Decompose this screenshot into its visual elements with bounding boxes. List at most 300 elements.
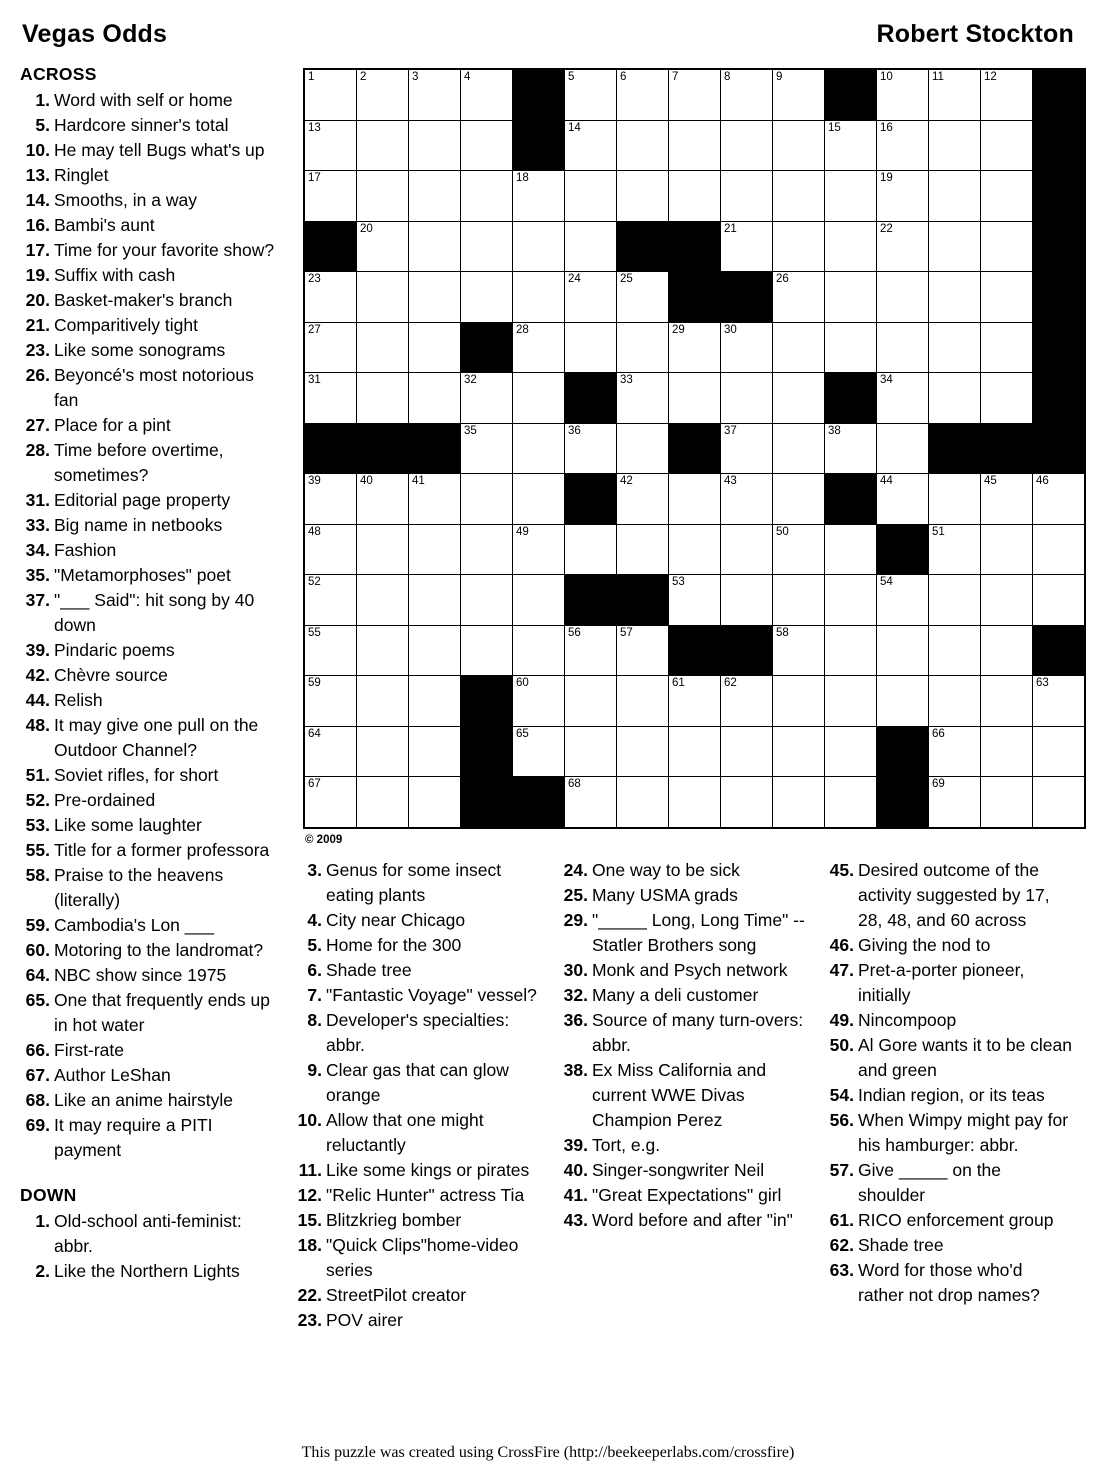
grid-block-cell (617, 221, 669, 272)
grid-cell[interactable] (513, 423, 565, 474)
grid-cell[interactable] (773, 272, 825, 323)
clue-number: 59. (25, 915, 50, 935)
grid-cell[interactable] (461, 625, 513, 676)
clue-number: 45. (829, 860, 854, 880)
grid-cell[interactable] (669, 575, 721, 626)
grid-cell[interactable] (669, 120, 721, 171)
grid-cell[interactable] (357, 575, 409, 626)
grid-cell-number: 66 (932, 727, 945, 740)
grid-cell[interactable] (1033, 726, 1086, 777)
grid-cell[interactable] (409, 69, 461, 120)
grid-cell[interactable] (877, 171, 929, 222)
grid-cell[interactable] (877, 474, 929, 525)
grid-cell[interactable] (929, 373, 981, 424)
grid-cell[interactable] (461, 524, 513, 575)
clue-number: 17. (25, 240, 50, 260)
grid-cell[interactable] (304, 777, 357, 828)
clue-item (824, 1033, 1072, 1083)
grid-cell[interactable] (565, 676, 617, 727)
clue-item (20, 1038, 282, 1063)
grid-cell[interactable] (773, 322, 825, 373)
clue-text: Suffix with cash (54, 265, 176, 285)
grid-cell[interactable] (357, 272, 409, 323)
clue-number: 46. (829, 935, 854, 955)
grid-cell-number: 56 (568, 626, 581, 639)
clue-item (20, 288, 282, 313)
page-header (22, 20, 1074, 56)
grid-cell[interactable] (461, 575, 513, 626)
grid-cell[interactable] (617, 726, 669, 777)
grid-cell[interactable] (825, 423, 877, 474)
grid-cell[interactable] (409, 625, 461, 676)
clue-text: City near Chicago (326, 910, 466, 930)
grid-block-cell (669, 272, 721, 323)
clue-number: 4. (307, 910, 322, 930)
grid-block-cell (929, 423, 981, 474)
grid-cell[interactable] (721, 524, 773, 575)
clue-item (558, 1058, 806, 1133)
grid-cell[interactable] (617, 171, 669, 222)
grid-cell[interactable] (304, 575, 357, 626)
grid-cell[interactable] (357, 524, 409, 575)
clue-text: Motoring to the landromat? (54, 940, 264, 960)
grid-cell[interactable] (773, 777, 825, 828)
grid-block-cell (877, 524, 929, 575)
clue-item (20, 313, 282, 338)
grid-cell[interactable] (565, 625, 617, 676)
grid-cell-number: 30 (724, 323, 737, 336)
grid-cell[interactable] (929, 777, 981, 828)
grid-cell[interactable] (929, 726, 981, 777)
clue-text: "Metamorphoses" poet (54, 565, 231, 585)
clue-text: Like some kings or pirates (326, 1160, 530, 1180)
clue-text: Beyoncé's most notorious fan (54, 365, 254, 410)
grid-cell[interactable] (357, 726, 409, 777)
clue-text: POV airer (326, 1310, 403, 1330)
grid-cell[interactable] (981, 474, 1033, 525)
grid-cell[interactable] (409, 777, 461, 828)
clue-item (824, 1208, 1072, 1233)
grid-cell[interactable] (877, 575, 929, 626)
grid-cell[interactable] (877, 69, 929, 120)
clue-text: Comparitively tight (54, 315, 198, 335)
clue-text: Editorial page property (54, 490, 231, 510)
grid-cell[interactable] (669, 171, 721, 222)
grid-cell[interactable] (825, 777, 877, 828)
grid-cell[interactable] (877, 120, 929, 171)
clue-text: Smooths, in a way (54, 190, 197, 210)
grid-cell-number: 65 (516, 727, 529, 740)
grid-cell[interactable] (409, 322, 461, 373)
clue-number: 24. (563, 860, 588, 880)
down-clue-column-3 (824, 858, 1072, 1333)
grid-block-cell (1033, 69, 1086, 120)
clue-item (20, 813, 282, 838)
grid-cell[interactable] (617, 120, 669, 171)
grid-cell[interactable] (825, 676, 877, 727)
grid-cell[interactable] (669, 676, 721, 727)
grid-cell[interactable] (929, 625, 981, 676)
grid-cell[interactable] (513, 474, 565, 525)
grid-cell[interactable] (409, 676, 461, 727)
clue-item (20, 663, 282, 688)
grid-cell[interactable] (513, 221, 565, 272)
grid-cell-number: 28 (516, 323, 529, 336)
clue-item (292, 983, 540, 1008)
grid-cell[interactable] (929, 272, 981, 323)
grid-cell[interactable] (929, 676, 981, 727)
grid-cell[interactable] (513, 524, 565, 575)
grid-cell[interactable] (565, 524, 617, 575)
grid-cell[interactable] (617, 69, 669, 120)
clue-number: 51. (25, 765, 50, 785)
grid-cell[interactable] (461, 474, 513, 525)
grid-cell[interactable] (357, 676, 409, 727)
grid-row (304, 272, 1085, 323)
clue-text: Place for a pint (54, 415, 171, 435)
grid-cell[interactable] (565, 171, 617, 222)
grid-cell[interactable] (357, 373, 409, 424)
grid-block-cell (304, 221, 357, 272)
grid-cell[interactable] (929, 120, 981, 171)
grid-cell[interactable] (669, 322, 721, 373)
grid-cell[interactable] (929, 221, 981, 272)
grid-cell[interactable] (409, 524, 461, 575)
grid-cell[interactable] (773, 373, 825, 424)
grid-cell[interactable] (721, 373, 773, 424)
grid-cell[interactable] (773, 676, 825, 727)
grid-cell[interactable] (565, 272, 617, 323)
grid-cell[interactable] (461, 272, 513, 323)
clue-item (20, 1088, 282, 1113)
grid-cell[interactable] (357, 322, 409, 373)
grid-cell[interactable] (357, 120, 409, 171)
grid-cell-number: 20 (360, 222, 373, 235)
grid-cell[interactable] (1033, 676, 1086, 727)
grid-cell[interactable] (721, 120, 773, 171)
clue-text: "_____ Long, Long Time" -- Statler Brothers song (592, 910, 805, 955)
clue-text: Giving the nod to (858, 935, 991, 955)
grid-cell-number: 51 (932, 525, 945, 538)
grid-cell[interactable] (409, 474, 461, 525)
grid-cell[interactable] (721, 221, 773, 272)
grid-cell[interactable] (825, 171, 877, 222)
grid-cell[interactable] (513, 676, 565, 727)
grid-cell[interactable] (981, 575, 1033, 626)
grid-cell[interactable] (617, 524, 669, 575)
clue-item (824, 1158, 1072, 1208)
grid-cell-number: 52 (308, 576, 321, 588)
grid-cell[interactable] (773, 423, 825, 474)
grid-cell[interactable] (565, 777, 617, 828)
grid-cell[interactable] (357, 625, 409, 676)
clue-text: Ex Miss California and current WWE Divas Champion Perez (592, 1060, 767, 1130)
grid-cell[interactable] (617, 676, 669, 727)
grid-cell[interactable] (877, 423, 929, 474)
grid-cell[interactable] (304, 322, 357, 373)
grid-cell[interactable] (1033, 524, 1086, 575)
grid-cell[interactable] (1033, 777, 1086, 828)
grid-cell[interactable] (304, 474, 357, 525)
grid-cell[interactable] (669, 777, 721, 828)
clue-text: "___ Said": hit song by 40 down (54, 590, 255, 635)
grid-cell[interactable] (825, 322, 877, 373)
clue-number: 14. (25, 190, 50, 210)
grid-cell[interactable] (617, 373, 669, 424)
grid-cell[interactable] (981, 625, 1033, 676)
down-clue-columns (292, 858, 1074, 1333)
grid-cell[interactable] (304, 69, 357, 120)
clue-item (20, 838, 282, 863)
clue-item (20, 863, 282, 913)
grid-block-cell (304, 423, 357, 474)
grid-cell-number: 17 (308, 172, 321, 184)
grid-cell[interactable] (929, 322, 981, 373)
grid-cell[interactable] (461, 373, 513, 424)
down-clue-list-start (20, 1209, 282, 1284)
grid-cell[interactable] (981, 524, 1033, 575)
clue-item (20, 488, 282, 513)
grid-cell[interactable] (981, 322, 1033, 373)
clue-text: It may require a PITI payment (54, 1115, 213, 1160)
clue-text: Shade tree (326, 960, 412, 980)
grid-cell[interactable] (565, 120, 617, 171)
grid-cell[interactable] (565, 423, 617, 474)
grid-cell-number: 9 (776, 71, 783, 83)
grid-cell[interactable] (461, 423, 513, 474)
clue-number: 25. (563, 885, 588, 905)
grid-cell[interactable] (357, 69, 409, 120)
across-clue-column (20, 64, 282, 1284)
clue-text: Big name in netbooks (54, 515, 223, 535)
clue-text: Title for a former professora (54, 840, 270, 860)
grid-cell-number: 64 (308, 727, 321, 740)
grid-block-cell (825, 373, 877, 424)
grid-cell[interactable] (721, 676, 773, 727)
grid-cell[interactable] (877, 373, 929, 424)
clue-item (20, 413, 282, 438)
grid-cell[interactable] (773, 120, 825, 171)
clue-item (20, 538, 282, 563)
grid-cell[interactable] (304, 625, 357, 676)
grid-cell[interactable] (929, 474, 981, 525)
grid-table[interactable] (303, 68, 1086, 829)
grid-cell[interactable] (513, 272, 565, 323)
grid-cell[interactable] (877, 625, 929, 676)
grid-cell[interactable] (721, 171, 773, 222)
grid-cell[interactable] (773, 524, 825, 575)
grid-cell[interactable] (304, 524, 357, 575)
grid-cell[interactable] (304, 272, 357, 323)
clue-item (20, 913, 282, 938)
grid-cell[interactable] (825, 625, 877, 676)
grid-cell[interactable] (1033, 474, 1086, 525)
clue-text: RICO enforcement group (858, 1210, 1054, 1230)
grid-cell[interactable] (981, 373, 1033, 424)
clue-number: 62. (829, 1235, 854, 1255)
grid-cell[interactable] (721, 726, 773, 777)
grid-cell[interactable] (981, 676, 1033, 727)
clue-text: Clear gas that can glow orange (326, 1060, 509, 1105)
clue-item (292, 1308, 540, 1333)
grid-cell[interactable] (773, 625, 825, 676)
clue-text: Like some laughter (54, 815, 202, 835)
clue-item (292, 908, 540, 933)
grid-cell[interactable] (773, 474, 825, 525)
clue-number: 11. (298, 1160, 322, 1180)
clue-item (20, 113, 282, 138)
grid-cell[interactable] (773, 221, 825, 272)
grid-cell[interactable] (877, 272, 929, 323)
grid-cell[interactable] (929, 575, 981, 626)
clue-text: It may give one pull on the Outdoor Channel? (54, 715, 259, 760)
grid-cell[interactable] (565, 322, 617, 373)
clue-item (824, 958, 1072, 1008)
grid-cell[interactable] (721, 423, 773, 474)
grid-cell[interactable] (773, 575, 825, 626)
grid-cell[interactable] (981, 272, 1033, 323)
grid-cell[interactable] (929, 171, 981, 222)
grid-cell[interactable] (617, 322, 669, 373)
grid-cell[interactable] (825, 120, 877, 171)
grid-cell[interactable] (669, 474, 721, 525)
grid-cell[interactable] (773, 171, 825, 222)
grid-cell[interactable] (409, 575, 461, 626)
grid-cell[interactable] (513, 625, 565, 676)
grid-cell[interactable] (357, 221, 409, 272)
grid-cell[interactable] (669, 69, 721, 120)
grid-cell[interactable] (1033, 575, 1086, 626)
grid-cell[interactable] (981, 171, 1033, 222)
grid-block-cell (1033, 423, 1086, 474)
grid-cell[interactable] (513, 322, 565, 373)
footer-credit: This puzzle was created using CrossFire (http://beekeeperlabs.com/crossfire) (301, 1444, 795, 1461)
grid-cell[interactable] (513, 373, 565, 424)
clue-item (558, 1008, 806, 1058)
grid-cell[interactable] (409, 171, 461, 222)
clue-item (20, 138, 282, 163)
grid-cell[interactable] (357, 474, 409, 525)
grid-cell[interactable] (877, 322, 929, 373)
clue-text: StreetPilot creator (326, 1285, 467, 1305)
grid-cell[interactable] (357, 777, 409, 828)
clue-number: 48. (25, 715, 50, 735)
clue-number: 26. (25, 365, 50, 385)
grid-cell[interactable] (461, 221, 513, 272)
clue-item (20, 188, 282, 213)
grid-cell[interactable] (461, 171, 513, 222)
grid-cell[interactable] (357, 171, 409, 222)
grid-cell[interactable] (669, 373, 721, 424)
grid-cell[interactable] (773, 69, 825, 120)
grid-cell[interactable] (304, 373, 357, 424)
grid-cell[interactable] (825, 221, 877, 272)
grid-cell[interactable] (409, 373, 461, 424)
grid-cell[interactable] (825, 272, 877, 323)
grid-cell[interactable] (981, 221, 1033, 272)
clue-number: 31. (25, 490, 50, 510)
clue-item (20, 363, 282, 413)
grid-cell[interactable] (409, 221, 461, 272)
grid-cell-number: 41 (412, 475, 425, 487)
grid-cell[interactable] (461, 69, 513, 120)
grid-cell[interactable] (721, 777, 773, 828)
grid-cell[interactable] (721, 322, 773, 373)
grid-cell[interactable] (304, 726, 357, 777)
grid-cell[interactable] (773, 726, 825, 777)
grid-cell[interactable] (617, 777, 669, 828)
grid-cell[interactable] (825, 575, 877, 626)
grid-cell[interactable] (565, 726, 617, 777)
grid-cell[interactable] (513, 575, 565, 626)
grid-cell[interactable] (617, 423, 669, 474)
grid-cell[interactable] (304, 171, 357, 222)
grid-cell[interactable] (409, 726, 461, 777)
grid-cell[interactable] (617, 625, 669, 676)
clue-text: "Great Expectations" girl (592, 1185, 782, 1205)
grid-cell[interactable] (304, 120, 357, 171)
grid-cell[interactable] (825, 524, 877, 575)
grid-cell[interactable] (877, 676, 929, 727)
grid-cell[interactable] (565, 69, 617, 120)
grid-cell[interactable] (981, 726, 1033, 777)
grid-cell[interactable] (565, 221, 617, 272)
clue-number: 68. (25, 1090, 50, 1110)
grid-cell[interactable] (721, 474, 773, 525)
grid-block-cell (877, 777, 929, 828)
grid-cell[interactable] (721, 69, 773, 120)
grid-cell[interactable] (513, 726, 565, 777)
grid-cell[interactable] (981, 120, 1033, 171)
grid-cell[interactable] (929, 524, 981, 575)
clue-number: 57. (829, 1160, 854, 1180)
grid-block-cell (461, 777, 513, 828)
clue-item (20, 88, 282, 113)
grid-cell[interactable] (981, 777, 1033, 828)
clue-number: 56. (829, 1110, 854, 1130)
grid-cell[interactable] (981, 69, 1033, 120)
clue-text: Word for those who'd rather not drop names? (858, 1260, 1040, 1305)
grid-cell[interactable] (617, 272, 669, 323)
grid-cell[interactable] (669, 726, 721, 777)
clue-item (20, 588, 282, 638)
grid-row (304, 423, 1085, 474)
clue-text: Like some sonograms (54, 340, 226, 360)
grid-cell[interactable] (409, 120, 461, 171)
grid-cell-number: 31 (308, 374, 321, 386)
grid-cell[interactable] (409, 272, 461, 323)
clue-text: Like an anime hairstyle (54, 1090, 233, 1110)
grid-cell[interactable] (825, 726, 877, 777)
grid-cell[interactable] (721, 575, 773, 626)
clue-text: Many USMA grads (592, 885, 738, 905)
clue-number: 13. (25, 165, 50, 185)
clue-number: 18. (297, 1235, 322, 1255)
grid-cell[interactable] (461, 120, 513, 171)
grid-block-cell (565, 575, 617, 626)
clue-text: Al Gore wants it to be clean and green (858, 1035, 1072, 1080)
clue-number: 67. (25, 1065, 50, 1085)
clue-item (20, 163, 282, 188)
grid-cell[interactable] (929, 69, 981, 120)
grid-cell[interactable] (304, 676, 357, 727)
grid-cell[interactable] (513, 171, 565, 222)
grid-cell[interactable] (669, 524, 721, 575)
crossword-grid[interactable] (303, 68, 1086, 829)
grid-cell[interactable] (877, 221, 929, 272)
grid-cell[interactable] (617, 474, 669, 525)
clue-number: 42. (25, 665, 50, 685)
